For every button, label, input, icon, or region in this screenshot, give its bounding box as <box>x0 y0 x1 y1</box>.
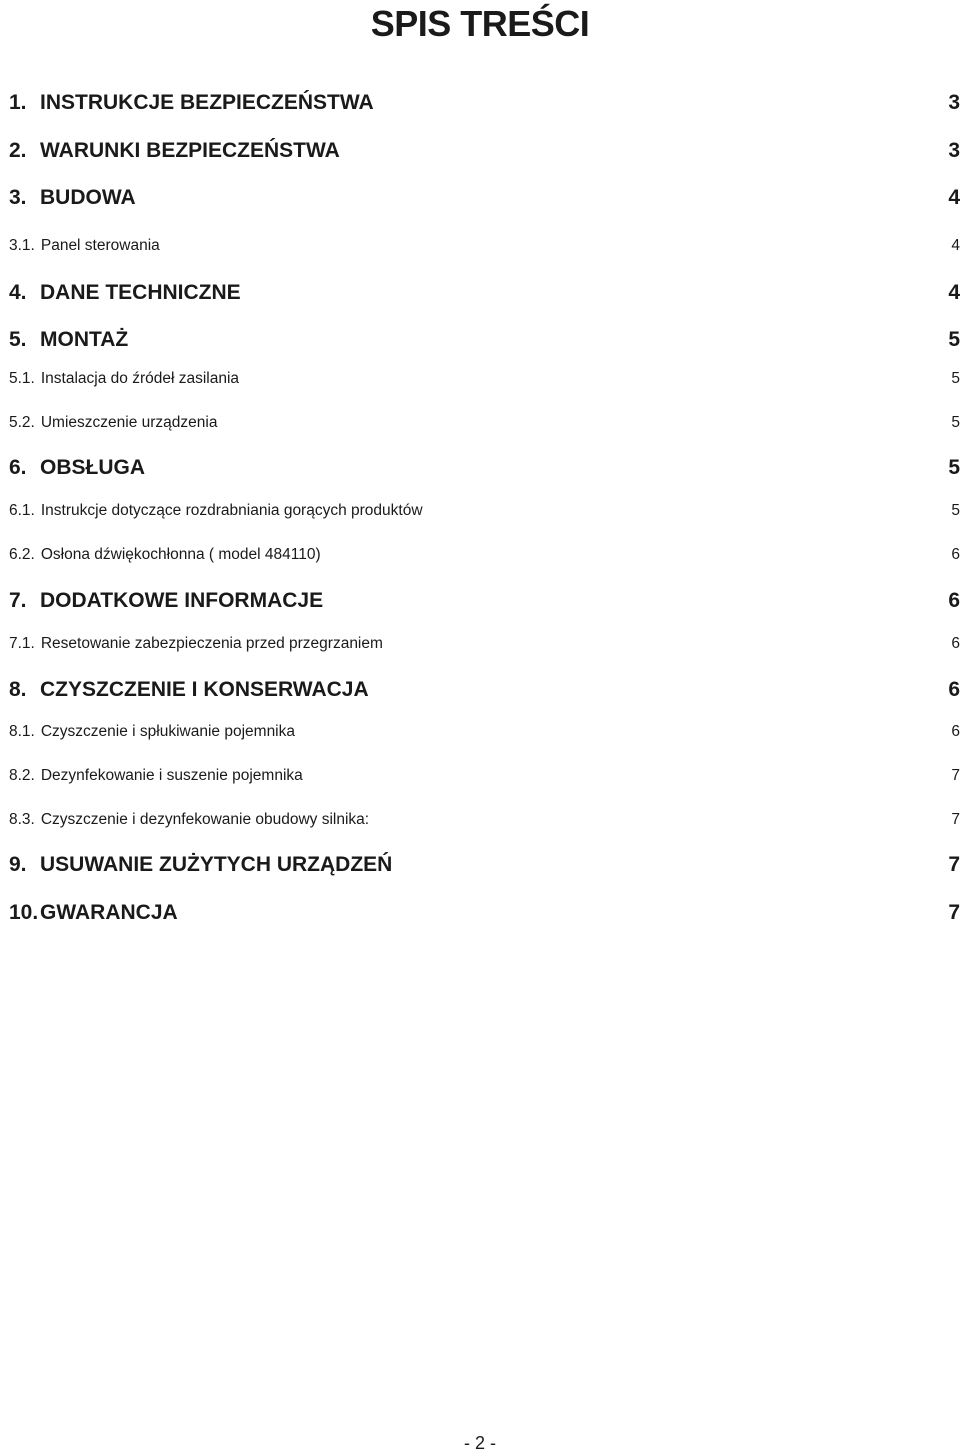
toc-entry[interactable] <box>9 185 960 211</box>
toc-entry[interactable] <box>9 90 960 116</box>
toc-entry-page: 6 <box>951 635 960 652</box>
toc-entry[interactable] <box>9 327 960 353</box>
toc-entry-number: 5. <box>9 328 27 351</box>
toc-entry-number: 5.2. <box>9 414 35 431</box>
toc-entry[interactable] <box>9 677 960 703</box>
toc-entry-number: 1. <box>9 91 27 114</box>
toc-entry-page: 7 <box>948 901 960 924</box>
toc-entry-page: 4 <box>951 237 960 254</box>
toc-entry-page: 4 <box>948 281 960 304</box>
toc-entry-number: 8.3. <box>9 811 35 828</box>
toc-entry-page: 4 <box>948 186 960 209</box>
toc-entry-page: 5 <box>951 370 960 387</box>
toc-entry-page: 5 <box>948 456 960 479</box>
toc-entry-page: 3 <box>948 139 960 162</box>
toc-entry-title: CZYSZCZENIE I KONSERWACJA <box>40 678 369 701</box>
toc-entry[interactable] <box>9 280 960 306</box>
toc-entry-title: Czyszczenie i spłukiwanie pojemnika <box>40 723 295 740</box>
toc-entry-title: Umieszczenie urządzenia <box>40 414 218 431</box>
toc-entry-number: 8. <box>9 678 27 701</box>
toc-entry-title: Dezynfekowanie i suszenie pojemnika <box>40 767 303 784</box>
page-number: - 2 - <box>463 1433 496 1453</box>
toc-entry[interactable] <box>9 413 960 433</box>
toc-entry-title: DANE TECHNICZNE <box>40 281 241 304</box>
toc-entry-title: WARUNKI BEZPIECZEŃSTWA <box>40 139 340 162</box>
toc-entry[interactable] <box>9 900 960 926</box>
toc-entry[interactable] <box>9 810 960 830</box>
toc-entry-number: 6. <box>9 456 27 479</box>
toc-entry-number: 3.1. <box>9 237 35 254</box>
toc-entry-page: 5 <box>951 502 960 519</box>
toc-entry-page: 7 <box>951 767 960 784</box>
toc-entry-number: 6.2. <box>9 546 35 563</box>
toc-entry-number: 7.1. <box>9 635 35 652</box>
toc-entry[interactable] <box>9 852 960 878</box>
toc-entry[interactable] <box>9 138 960 164</box>
toc-entry-title: Instrukcje dotyczące rozdrabniania gorących produktów <box>40 502 423 519</box>
toc-entry-title: Instalacja do źródeł zasilania <box>40 370 240 387</box>
toc-entry-number: 4. <box>9 281 27 304</box>
toc-entry-page: 6 <box>948 589 960 612</box>
toc-entry-number: 3. <box>9 186 27 209</box>
toc-entry-page: 6 <box>951 723 960 740</box>
toc-entry-number: 10. <box>9 901 39 924</box>
toc-entry[interactable] <box>9 369 960 389</box>
toc-entry-page: 5 <box>948 328 960 351</box>
toc-entry[interactable] <box>9 766 960 786</box>
toc-entry-number: 8.1. <box>9 723 35 740</box>
toc-entry-number: 5.1. <box>9 370 35 387</box>
toc-entry-title: OBSŁUGA <box>40 456 145 479</box>
toc-entry[interactable] <box>9 588 960 614</box>
toc-entry-title: INSTRUKCJE BEZPIECZEŃSTWA <box>40 91 374 114</box>
toc-entry-page: 6 <box>951 546 960 563</box>
toc-entry[interactable] <box>9 722 960 742</box>
toc-entry-title: USUWANIE ZUŻYTYCH URZĄDZEŃ <box>40 853 393 876</box>
page-title: SPIS TREŚCI <box>370 3 590 44</box>
toc-entry-title: BUDOWA <box>40 186 136 209</box>
toc-entry-page: 7 <box>951 811 960 828</box>
toc-entry-title: MONTAŻ <box>40 328 129 351</box>
toc-entry-title: Osłona dźwiękochłonna ( model 484110) <box>40 546 321 563</box>
toc-entry-number: 6.1. <box>9 502 35 519</box>
toc-entry[interactable] <box>9 455 960 481</box>
toc-entry-title: Resetowanie zabezpieczenia przed przegrzaniem <box>40 635 383 652</box>
toc-entry-title: Panel sterowania <box>40 237 160 254</box>
toc-entry-title: Czyszczenie i dezynfekowanie obudowy silnika: <box>40 811 370 828</box>
toc-entry-number: 2. <box>9 139 27 162</box>
toc-entry[interactable] <box>9 501 960 521</box>
toc-entry-page: 6 <box>948 678 960 701</box>
toc-entry[interactable] <box>9 634 960 654</box>
toc-entry[interactable] <box>9 545 960 565</box>
toc-entry-title: GWARANCJA <box>40 901 178 924</box>
toc-entry-number: 8.2. <box>9 767 35 784</box>
toc-entry-title: DODATKOWE INFORMACJE <box>40 589 324 612</box>
toc-entry-page: 3 <box>948 91 960 114</box>
toc-entry[interactable] <box>9 236 960 256</box>
toc-entry-page: 7 <box>948 853 960 876</box>
toc-entry-page: 5 <box>951 414 960 431</box>
toc-entry-number: 9. <box>9 853 27 876</box>
toc-entry-number: 7. <box>9 589 27 612</box>
